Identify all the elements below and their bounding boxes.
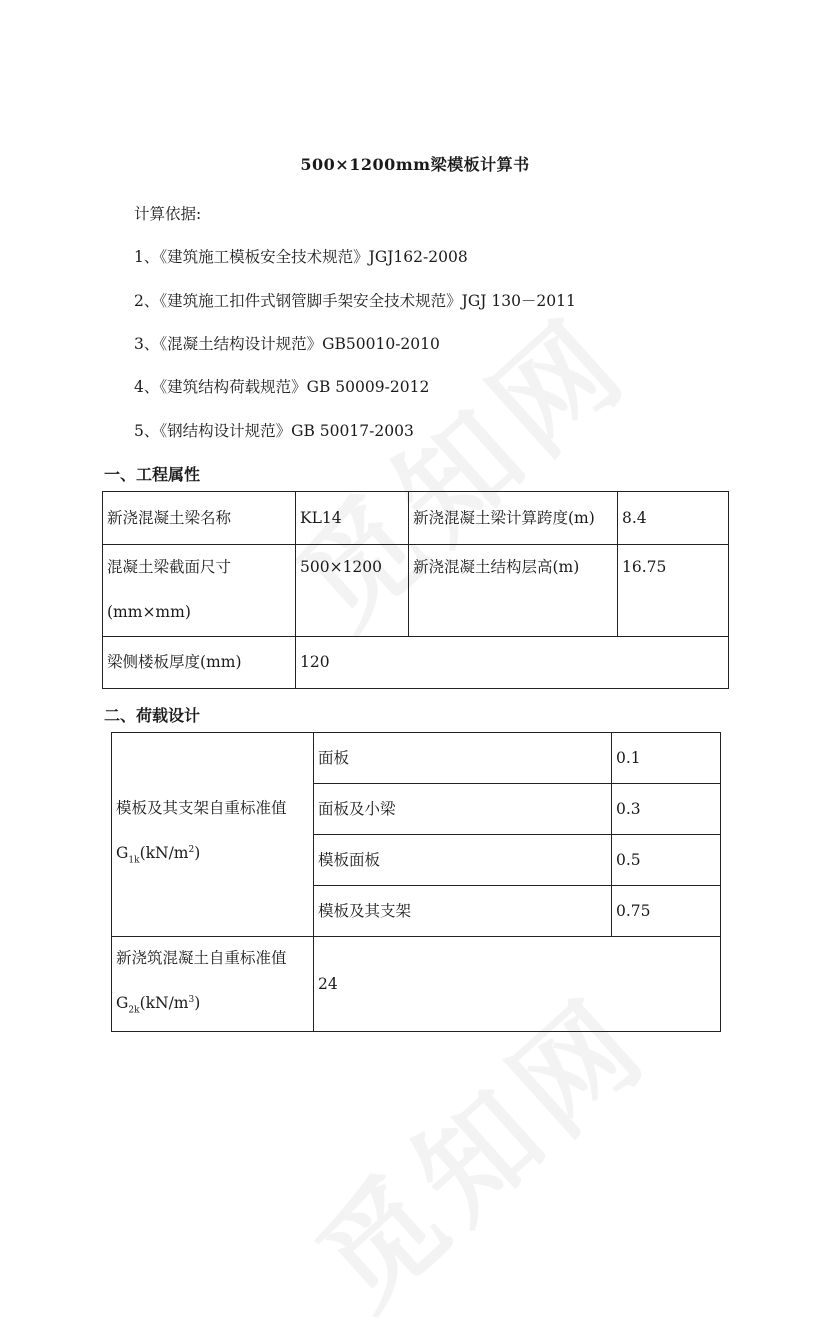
table-cell-item: 面板及小梁 xyxy=(314,784,612,835)
unit: ) xyxy=(194,994,201,1013)
table-cell-value: 16.75 xyxy=(618,545,729,637)
table-cell-item: 模板面板 xyxy=(314,835,612,886)
basis-item: 1、《建筑施工模板安全技术规范》JGJ162-2008 xyxy=(134,248,468,266)
basis-item: 5、《钢结构设计规范》GB 50017-2003 xyxy=(134,422,414,440)
symbol: G xyxy=(116,994,129,1013)
table-cell-label: 新浇混凝土梁名称 xyxy=(103,492,296,545)
table-cell-value: 0.75 xyxy=(612,886,721,937)
label-line xyxy=(116,979,307,1031)
table-cell-value: 0.3 xyxy=(612,784,721,835)
table-row xyxy=(103,637,729,689)
table-cell-label: 梁侧楼板厚度(mm) xyxy=(103,637,296,689)
table-cell-value: 500×1200 xyxy=(296,545,409,637)
table-cell-value: 120 xyxy=(296,637,729,689)
table-cell-value: KL14 xyxy=(296,492,409,545)
table-cell-label xyxy=(112,733,314,937)
loads-table xyxy=(111,732,721,1032)
table-cell-item: 面板 xyxy=(314,733,612,784)
superscript: 2 xyxy=(188,845,195,856)
basis-item: 4、《建筑结构荷载规范》GB 50009-2012 xyxy=(134,378,430,396)
label-line: (mm×mm) xyxy=(107,603,191,621)
basis-item: 3、《混凝土结构设计规范》GB50010-2010 xyxy=(134,335,440,353)
page-title: 500×1200mm梁模板计算书 xyxy=(300,155,530,174)
label-line xyxy=(116,829,307,881)
table-row xyxy=(112,937,721,1032)
basis-heading: 计算依据: xyxy=(134,205,202,223)
subscript: 2k xyxy=(128,1005,140,1016)
table-cell-label xyxy=(103,545,296,637)
label-line: 新浇筑混凝土自重标准值 xyxy=(116,949,287,967)
table-row xyxy=(103,545,729,637)
table-cell-value: 0.1 xyxy=(612,733,721,784)
symbol: G xyxy=(116,844,129,863)
table-cell-value: 8.4 xyxy=(618,492,729,545)
table-cell-label: 新浇混凝土结构层高(m) xyxy=(409,545,618,637)
table-cell-value: 0.5 xyxy=(612,835,721,886)
section-heading-loads: 二、荷载设计 xyxy=(104,706,201,725)
table-cell-item: 模板及其支架 xyxy=(314,886,612,937)
basis-item: 2、《建筑施工扣件式钢管脚手架安全技术规范》JGJ 130－2011 xyxy=(134,292,576,310)
unit: (kN/m xyxy=(139,844,189,863)
properties-table xyxy=(102,491,729,689)
superscript: 3 xyxy=(188,995,195,1005)
unit: ) xyxy=(194,844,201,863)
label-line: 模板及其支架自重标准值 xyxy=(116,799,287,818)
table-cell-value: 24 xyxy=(314,937,721,1032)
section-heading-properties: 一、工程属性 xyxy=(104,465,201,484)
label-line: 混凝土梁截面尺寸 xyxy=(107,558,232,576)
unit: (kN/m xyxy=(139,994,189,1013)
table-row xyxy=(103,492,729,545)
table-row xyxy=(112,733,721,784)
table-cell-label xyxy=(112,937,314,1032)
subscript: 1k xyxy=(128,855,140,866)
table-cell-label: 新浇混凝土梁计算跨度(m) xyxy=(409,492,618,545)
